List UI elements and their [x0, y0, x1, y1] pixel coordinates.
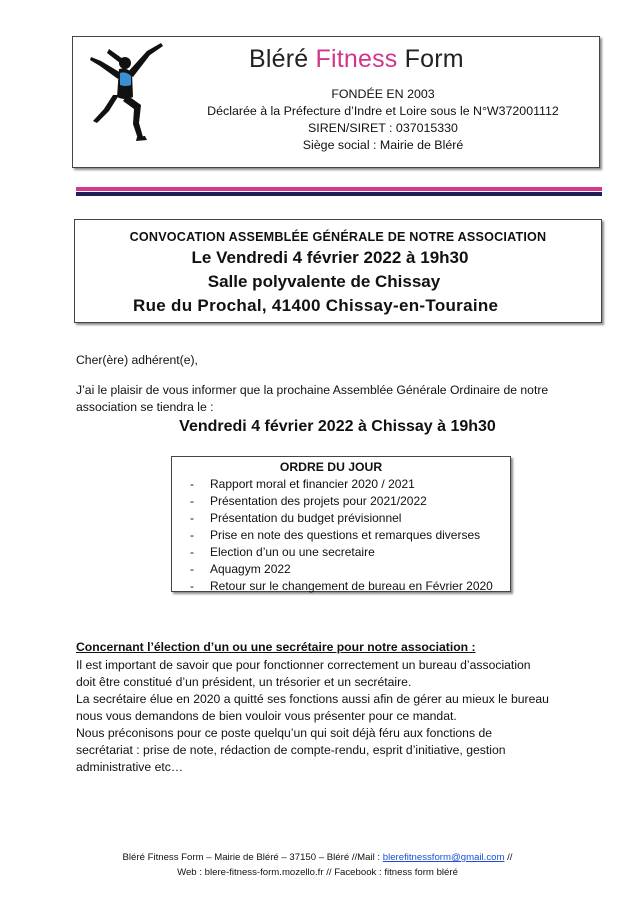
footer-separator: // — [504, 852, 513, 863]
list-item — [190, 527, 493, 544]
convocation-address: Rue du Prochal, 41400 Chissay-en-Touraine — [133, 296, 499, 315]
footer-contact-line — [0, 852, 635, 863]
list-item — [190, 493, 493, 510]
footer-email-link[interactable]: blerefitnessform@gmail.com — [382, 852, 505, 863]
footer-address: Bléré Fitness Form – Mairie de Bléré – 37150 – Bléré //Mail : — [122, 852, 383, 863]
paragraph-line: Nous préconisons pour ce poste quelqu’un qui soit déjà féru aux fonctions de — [76, 726, 492, 740]
separator-navy — [76, 192, 602, 196]
convocation-title: CONVOCATION ASSEMBLÉE GÉNÉRALE DE NOTRE ASSOCIATION — [129, 230, 547, 244]
bullet-dash: - — [190, 528, 194, 542]
list-item — [190, 561, 493, 578]
dancer-silhouette-icon — [87, 39, 165, 149]
convocation-box — [74, 219, 602, 323]
brand-part-form: Form — [397, 45, 464, 73]
agenda-item-label: Election d’un ou une secretaire — [210, 545, 375, 559]
agenda-box — [171, 456, 511, 592]
bullet-dash: - — [190, 545, 194, 559]
agenda-item-label: Prise en note des questions et remarques diverses — [210, 528, 481, 542]
headquarters-line: Siège social : Mairie de Bléré — [302, 138, 464, 152]
paragraph-line: doit être constitué d’un président, un trésorier et un secrétaire. — [76, 675, 412, 689]
agenda-item-label: Présentation du budget prévisionnel — [210, 511, 402, 525]
convocation-date: Le Vendredi 4 février 2022 à 19h30 — [191, 248, 469, 267]
agenda-list — [190, 476, 493, 595]
paragraph-line: nous vous demandons de bien vouloir vous présenter pour ce mandat. — [76, 709, 457, 723]
footer-web-line: Web : blere-fitness-form.mozello.fr // Facebook : fitness form bléré — [177, 867, 458, 878]
agenda-title: ORDRE DU JOUR — [279, 460, 383, 474]
intro-paragraph — [76, 382, 576, 416]
bullet-dash: - — [190, 562, 194, 576]
agenda-item-label: Rapport moral et financier 2020 / 2021 — [210, 477, 415, 491]
brand-part-blere: Bléré — [249, 45, 316, 73]
agenda-item-label: Aquagym 2022 — [210, 562, 291, 576]
intro-line: association se tiendra le : — [76, 400, 214, 414]
prefecture-line: Déclarée à la Préfecture d’Indre et Loire sous le N°W372001112 — [207, 104, 559, 118]
paragraph-line: secrétariat : prise de note, rédaction de compte-rendu, esprit d’initiative, gestion — [76, 743, 506, 757]
agenda-item-label: Retour sur le changement de bureau en Février 2020 — [210, 579, 493, 593]
bullet-dash: - — [190, 494, 194, 508]
list-item — [190, 476, 493, 493]
brand-title — [249, 45, 464, 74]
bullet-dash: - — [190, 579, 194, 593]
header-box — [72, 36, 600, 168]
separator-pink — [76, 187, 602, 191]
meeting-date: Vendredi 4 février 2022 à Chissay à 19h30 — [179, 418, 496, 435]
brand-part-fitness: Fitness — [315, 45, 398, 73]
siren-line: SIREN/SIRET : 037015330 — [308, 121, 458, 135]
bullet-dash: - — [190, 477, 194, 491]
greeting: Cher(ère) adhérent(e), — [76, 353, 198, 367]
paragraph-line: Il est important de savoir que pour fonctionner correctement un bureau d’association — [76, 658, 531, 672]
paragraph-line: administrative etc… — [76, 760, 184, 774]
convocation-venue: Salle polyvalente de Chissay — [207, 272, 441, 291]
bullet-dash: - — [190, 511, 194, 525]
agenda-item-label: Présentation des projets pour 2021/2022 — [210, 494, 427, 508]
paragraph-line: La secrétaire élue en 2020 a quitté ses fonctions aussi afin de gérer au mieux le bureau — [76, 692, 549, 706]
intro-line: J’ai le plaisir de vous informer que la prochaine Assemblée Générale Ordinaire de notre — [76, 383, 549, 397]
list-item — [190, 578, 493, 595]
secretary-section-body — [76, 657, 566, 776]
secretary-section-title: Concernant l’élection d’un ou une secrétaire pour notre association : — [76, 640, 476, 654]
list-item — [190, 544, 493, 561]
list-item — [190, 510, 493, 527]
founded-line: FONDÉE EN 2003 — [331, 87, 435, 101]
